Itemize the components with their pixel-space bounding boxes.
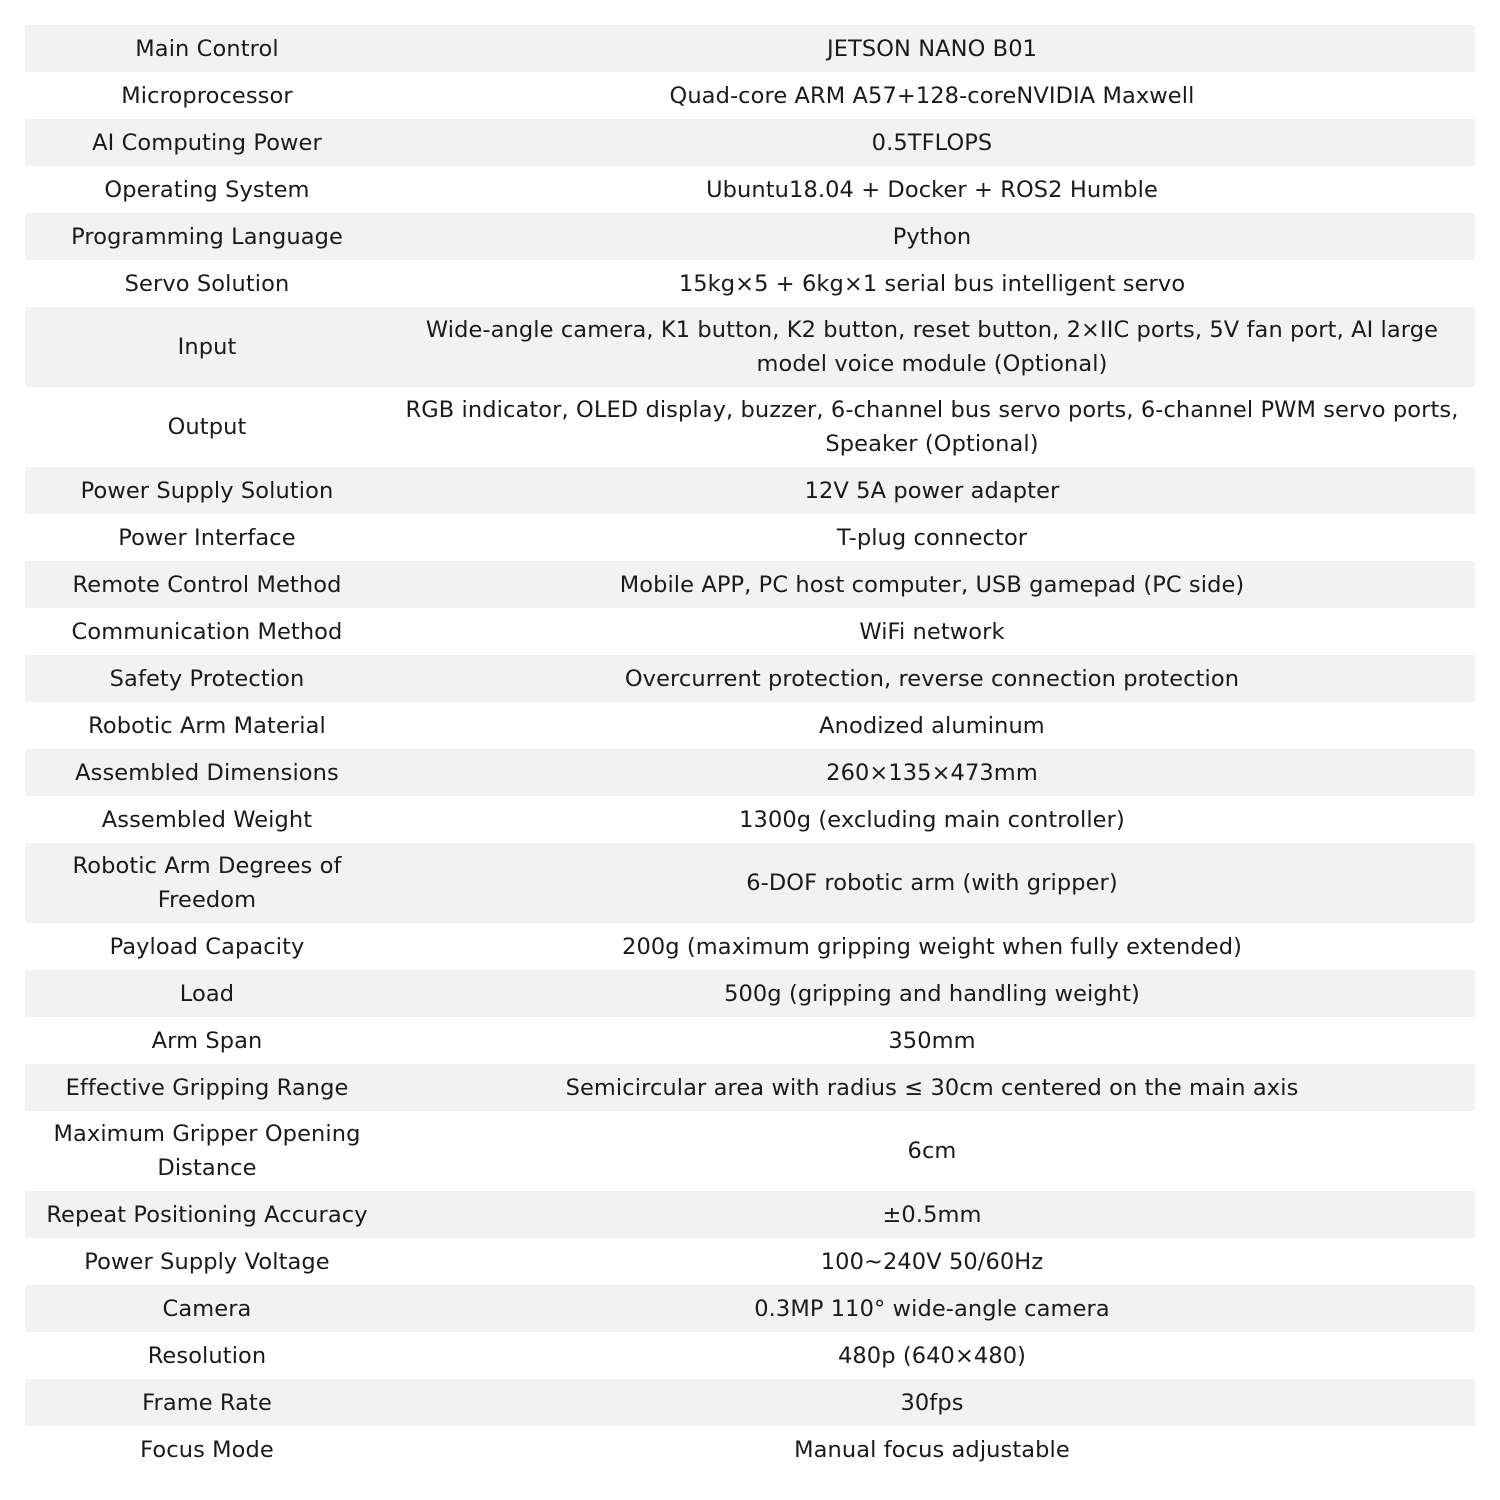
- spec-value: 100~240V 50/60Hz: [820, 1248, 1044, 1275]
- spec-row-ai-computing-power: [25, 119, 1475, 166]
- spec-value: Anodized aluminum: [819, 712, 1045, 739]
- spec-row-load: [25, 970, 1475, 1017]
- spec-row-power-interface: [25, 514, 1475, 561]
- spec-label: Main Control: [135, 35, 279, 62]
- spec-value: Overcurrent protection, reverse connection protection: [624, 665, 1240, 692]
- spec-row-camera: [25, 1285, 1475, 1332]
- spec-value: 6cm: [907, 1138, 957, 1164]
- spec-value: 0.3MP 110° wide-angle camera: [754, 1295, 1110, 1322]
- spec-label: Load: [179, 980, 235, 1007]
- spec-label: Input: [177, 334, 237, 360]
- spec-label: AI Computing Power: [92, 129, 322, 156]
- spec-label: Effective Gripping Range: [65, 1074, 349, 1101]
- spec-row-power-supply-solution: [25, 467, 1475, 514]
- spec-value: 480p (640×480): [837, 1342, 1027, 1369]
- spec-row-operating-system: [25, 166, 1475, 213]
- spec-label: Safety Protection: [109, 665, 305, 692]
- spec-label: Robotic Arm Degrees of Freedom: [72, 853, 342, 913]
- spec-value: 15kg×5 + 6kg×1 serial bus intelligent servo: [678, 270, 1186, 297]
- spec-value: Wide-angle camera, K1 button, K2 button, reset button, 2×IIC ports, 5V fan port, AI large model voice module (Optional): [425, 317, 1439, 377]
- spec-row-robotic-arm-dof: [25, 843, 1475, 923]
- spec-label: Power Interface: [118, 524, 296, 551]
- spec-label: Payload Capacity: [109, 933, 305, 960]
- spec-value: JETSON NANO B01: [826, 35, 1038, 62]
- spec-value: 260×135×473mm: [826, 759, 1038, 786]
- spec-value: 30fps: [900, 1389, 964, 1416]
- spec-row-frame-rate: [25, 1379, 1475, 1426]
- spec-row-assembled-dimensions: [25, 749, 1475, 796]
- spec-value: Mobile APP, PC host computer, USB gamepad (PC side): [619, 571, 1245, 598]
- spec-row-effective-gripping-range: [25, 1064, 1475, 1111]
- spec-label: Robotic Arm Material: [88, 712, 326, 739]
- spec-row-main-control: [25, 25, 1475, 72]
- spec-value: 6-DOF robotic arm (with gripper): [746, 870, 1118, 896]
- spec-row-max-gripper-opening: [25, 1111, 1475, 1191]
- spec-label: Focus Mode: [140, 1436, 274, 1463]
- spec-value: T-plug connector: [836, 524, 1028, 551]
- spec-label: Communication Method: [71, 618, 343, 645]
- spec-label: Power Supply Voltage: [84, 1248, 330, 1275]
- spec-label: Microprocessor: [121, 82, 293, 109]
- spec-label: Maximum Gripper Opening Distance: [53, 1121, 361, 1181]
- spec-value: 0.5TFLOPS: [871, 129, 993, 156]
- spec-table: [25, 25, 1475, 1473]
- spec-row-safety-protection: [25, 655, 1475, 702]
- spec-row-input: [25, 307, 1475, 387]
- spec-label: Arm Span: [151, 1027, 263, 1054]
- spec-value: ±0.5mm: [882, 1201, 982, 1228]
- spec-value: Python: [892, 223, 972, 250]
- spec-value: Manual focus adjustable: [794, 1436, 1070, 1463]
- spec-value: Quad-core ARM A57+128-coreNVIDIA Maxwell: [669, 82, 1195, 109]
- spec-label: Frame Rate: [142, 1389, 272, 1416]
- spec-value: 12V 5A power adapter: [804, 477, 1060, 504]
- spec-row-repeat-positioning-accuracy: [25, 1191, 1475, 1238]
- spec-row-microprocessor: [25, 72, 1475, 119]
- spec-label: Resolution: [147, 1342, 267, 1369]
- spec-label: Repeat Positioning Accuracy: [46, 1201, 368, 1228]
- spec-label: Programming Language: [71, 223, 343, 250]
- spec-label: Assembled Weight: [101, 806, 313, 833]
- spec-value: Semicircular area with radius ≤ 30cm centered on the main axis: [565, 1074, 1299, 1101]
- spec-row-remote-control-method: [25, 561, 1475, 608]
- spec-label: Servo Solution: [124, 270, 290, 297]
- spec-row-payload-capacity: [25, 923, 1475, 970]
- spec-value: 200g (maximum gripping weight when fully extended): [622, 933, 1242, 960]
- spec-label: Output: [167, 414, 247, 440]
- spec-value: RGB indicator, OLED display, buzzer, 6-channel bus servo ports, 6-channel PWM servo ports, Speaker (Optional): [405, 397, 1459, 457]
- spec-label: Remote Control Method: [72, 571, 342, 598]
- spec-row-servo-solution: [25, 260, 1475, 307]
- spec-value: Ubuntu18.04 + Docker + ROS2 Humble: [706, 176, 1158, 203]
- spec-row-resolution: [25, 1332, 1475, 1379]
- spec-row-arm-span: [25, 1017, 1475, 1064]
- spec-row-focus-mode: [25, 1426, 1475, 1473]
- spec-value: WiFi network: [859, 618, 1005, 645]
- spec-row-programming-language: [25, 213, 1475, 260]
- spec-value: 1300g (excluding main controller): [739, 806, 1125, 833]
- spec-value: 500g (gripping and handling weight): [724, 980, 1140, 1007]
- spec-value: 350mm: [888, 1027, 976, 1054]
- spec-label: Camera: [162, 1295, 252, 1322]
- spec-row-communication-method: [25, 608, 1475, 655]
- spec-label: Assembled Dimensions: [75, 759, 339, 786]
- spec-label: Operating System: [104, 176, 310, 203]
- spec-row-output: [25, 387, 1475, 467]
- spec-label: Power Supply Solution: [80, 477, 334, 504]
- spec-row-robotic-arm-material: [25, 702, 1475, 749]
- spec-row-power-supply-voltage: [25, 1238, 1475, 1285]
- spec-row-assembled-weight: [25, 796, 1475, 843]
